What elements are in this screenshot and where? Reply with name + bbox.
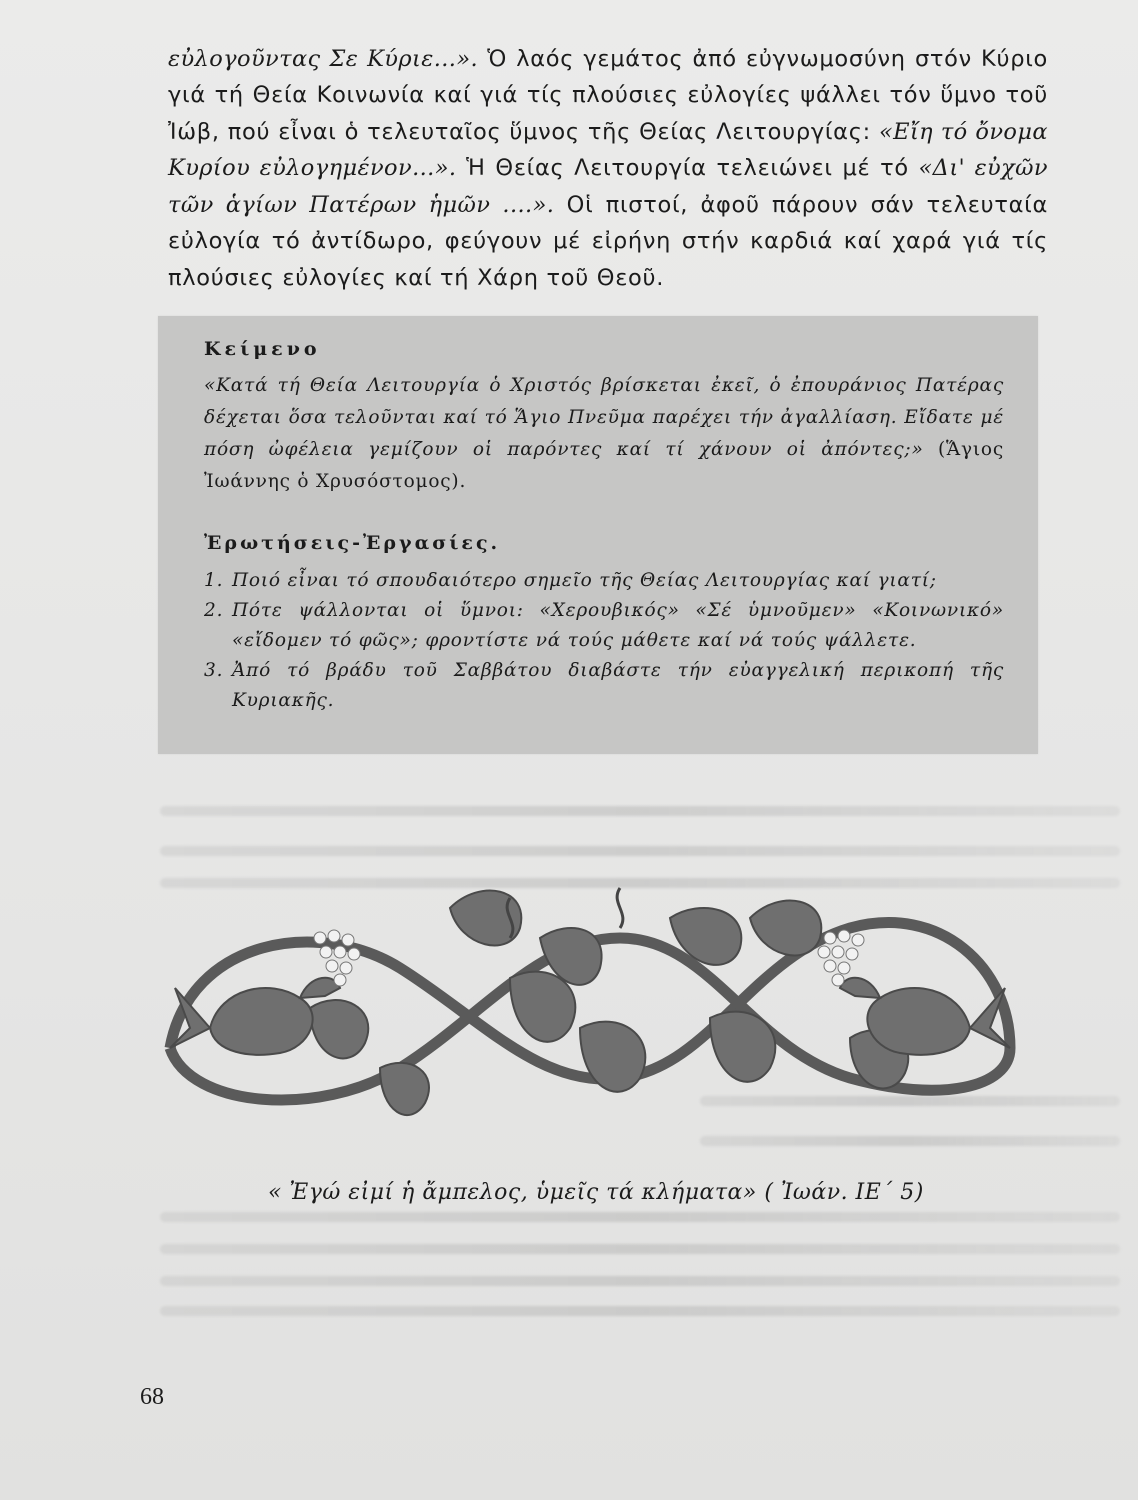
intro-paragraph: [168, 41, 1048, 297]
question-item: [204, 596, 1004, 656]
intro-text-1: Ὁ λαός γεμάτος ἀπό εὐγνωμοσύνη στόν Κύριο γιά τή Θεία Κοινωνία καί γιά τίς πλούσιες εὐλογίες ψάλλει τόν ὕμνο τοῦ Ἰώβ, πού εἶναι ὁ τελευταῖος ὕμνος τῆς Θείας Λειτουργίας:: [168, 45, 1048, 145]
question-item: [204, 656, 1004, 716]
page-number: 68: [140, 1384, 164, 1410]
chrysostom-quote: [204, 370, 1004, 498]
bleed-line: [160, 1212, 1120, 1222]
bleed-line: [160, 1244, 1120, 1254]
question-number: 2.: [204, 600, 224, 621]
intro-italic-2: «Εἴη τό ὄνομα Κυρίου εὐλογημένον...».: [168, 118, 1048, 181]
intro-italic-3: «Δι' εὐχῶν τῶν ἁγίων Πατέρων ἡμῶν ....».: [168, 155, 1048, 218]
vine-ornament-illustration: [150, 878, 1030, 1138]
question-item: [204, 566, 1004, 596]
text-box: [158, 316, 1038, 754]
quote-source: (Ἅγιος Ἰωάννης ὁ Χρυσόστομος).: [204, 439, 1004, 492]
question-number: 1.: [204, 570, 224, 591]
bleed-line: [160, 1306, 1120, 1316]
image-caption: « Ἐγώ εἰμί ἡ ἄμπελος, ὑμεῖς τά κλήματα» ( Ἰωάν. ΙΕ΄ 5): [268, 1180, 924, 1205]
question-number: 3.: [204, 660, 224, 681]
questions-heading: Ἐρωτήσεις-Ἐργασίες.: [204, 532, 501, 554]
text-box-content: [204, 338, 1004, 716]
box-heading: Κείμενο: [204, 338, 321, 360]
bleed-line: [160, 1276, 1120, 1286]
intro-text-3: Οἱ πιστοί, ἀφοῦ πάρουν σάν τελευταία εὐλογία τό ἀντίδωρο, φεύγουν μέ εἰρήνη στήν καρδιά καί χαρά γιά τίς πλούσιες εὐλογίες καί τή Χάρη τοῦ Θεοῦ.: [168, 191, 1048, 291]
intro-italic-1: εὐλογοῦντας Σε Κύριε...».: [168, 45, 479, 72]
question-text: Ποιό εἶναι τό σπουδαιότερο σημεῖο τῆς Θείας Λειτουργίας καί γιατί;: [232, 570, 937, 591]
intro-text-2: Ἡ Θείας Λειτουργία τελειώνει μέ τό: [456, 155, 919, 181]
questions-list: [204, 566, 1004, 716]
quote-text: «Κατά τή Θεία Λειτουργία ὁ Χριστός βρίσκεται ἐκεῖ, ὁ ἐπουράνιος Πατέρας δέχεται ὅσα τελοῦνται καί τό Ἅγιο Πνεῦμα παρέχει τήν ἀγαλλίαση. Εἴδατε μέ πόση ὠφέλεια γεμίζουν οἱ παρόντες καί τί χάνουν οἱ ἀπόντες;»: [204, 375, 1004, 460]
question-text: Πότε ψάλλονται οἱ ὕμνοι: «Χερουβικός» «Σέ ὑμνοῦμεν» «Κοινωνικό» «εἴδομεν τό φῶς»; φροντίστε νά τούς μάθετε καί νά τούς ψάλλετε.: [232, 600, 1004, 651]
bleed-line: [160, 806, 1120, 816]
bleed-line: [160, 846, 1120, 856]
question-text: Ἀπό τό βράδυ τοῦ Σαββάτου διαβάστε τήν εὐαγγελική περικοπή τῆς Κυριακῆς.: [232, 660, 1004, 711]
